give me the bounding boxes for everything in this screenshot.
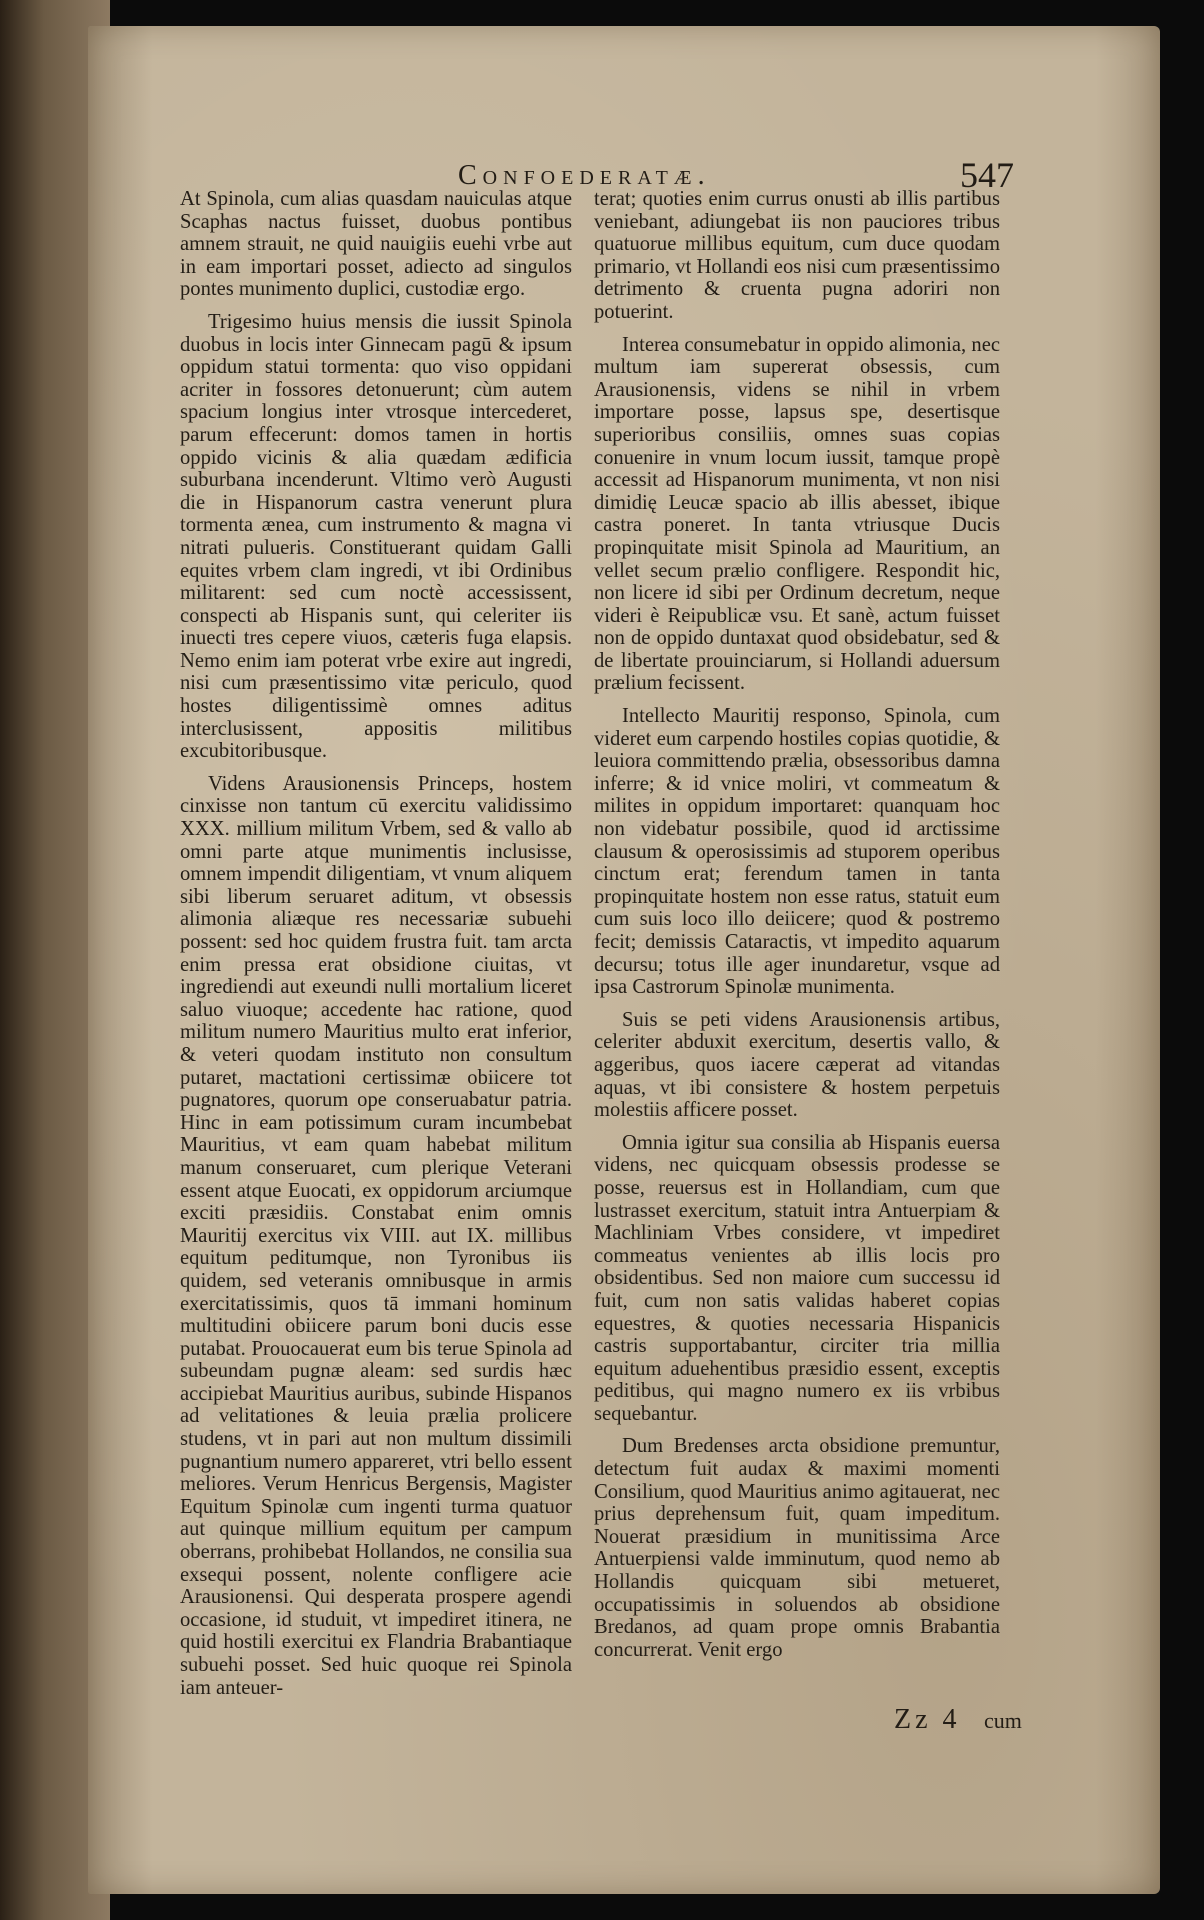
paragraph: Intellecto Mauritij responso, Spinola, cum videret eum carpendo hostiles copias quotidie, & leuiora committendo prælia, obsessoribus damna inferre; & id vnice moliri, vt commeatum & milites in oppidum importaret: quanquam hoc non videbatur possibile, quod id arctissime clausum & operosissimis ad stuporem operibus cinctum erat; ferendum tamen in tanta propinquitate hostem non esse ratus, statuit eum cum suis loco illo deiicere; quod & postremo fecit; demissis Cataractis, vt impedito aquarum decursu; totus ille ager inundaretur, vsque ad ipsa Castrorum Spinolæ munimenta. (594, 705, 1000, 999)
signature-mark: Zz 4 (894, 1704, 961, 1735)
paragraph: Omnia igitur sua consilia ab Hispanis euersa videns, nec quicquam obsessis prodesse se posse, reuersus est in Hollandiam, cum que lustrasset exercitum, statuit intra Antuerpiam & Machliniam Vrbes considere, vt impediret commeatus venientes ab illis locis pro obsidentibus. Sed non maiore cum successu id fuit, cum non satis validas haberet copias equestres, & quoties necessaria Hispanicis castris supportabantur, circiter tria millia equitum aduehentibus præsidio essent, exceptis peditibus, qui magno numero ex iis vrbibus sequebantur. (594, 1131, 1000, 1425)
paragraph: At Spinola, cum alias quasdam nauiculas atque Scaphas nactus fuisset, duobus pontibus amnem strauit, ne quid nauigiis euehi vrbe aut in eam importari posset, adiecto ad singulos pontes munimento duplici, custodiæ ergo. (180, 188, 572, 301)
paragraph: terat; quoties enim currus onusti ab illis partibus veniebant, adiungebat iis non pauciores tribus quatuorue millibus equitum, cum duce quodam primario, vt Hollandi eos nisi cum præsentissimo detrimento & cruenta pugna adoriri non potuerint. (594, 188, 1000, 323)
right-column (594, 188, 1000, 1671)
book-page (88, 26, 1160, 1894)
paragraph: Dum Bredenses arcta obsidione premuntur, detectum fuit audax & maximi momenti Consilium, quod Mauritius animo agitauerat, nec prius deprehensum fuit, quam impeditum. Nouerat præsidium in munitissima Arce Antuerpiensi valde imminutum, quod nemo ab Hollandis quicquam sibi metueret, occupatissimis in soluendos ab obsidione Bredanos, ad quam prope omnis Brabantia concurrerat. Venit ergo (594, 1435, 1000, 1661)
left-column (180, 188, 572, 1709)
page-header (88, 136, 1160, 196)
running-title: Confoederatæ. (458, 160, 711, 191)
catchword: cum (984, 1708, 1022, 1733)
paragraph: Videns Arausionensis Princeps, hostem cinxisse non tantum cū exercitu validissimo XXX. millium militum Vrbem, sed & vallo ab omni parte atque munimentis inclusisse, omnem impendit diligentiam, vt vnum aliquem sibi liberum seruaret aditum, vt obsessis alimonia aliæque res necessariæ subuehi possent: sed hoc quidem frustra fuit. tam arcta enim pressa erat obsidione ciuitas, vt ingrediendi aut exeundi nulli mortalium liceret saluo viuoque; accedente hac ratione, quod militum numero Mauritius multo erat inferior, & veteri quodam instituto non consultum putaret, mactationi certissimæ obiicere tot pugnatores, quorum ope conseruabatur patria. Hinc in eam potissimum curam incumbebat Mauritius, vt eam quam habebat militum manum conseruaret, cum plerique Veterani essent atque Euocati, ex oppidorum arciumque exciti præsidiis. Constabat enim omnis Mauritij exercitus vix VIII. aut IX. millibus equitum peditumque, non Tyronibus iis quidem, sed veteranis omnibusque in armis exercitatissimis, quos tā immani hominum multitudini obiicere parum boni ducis esse putabat. Prouocauerat eum bis terue Spinola ad subeundam pugnæ aleam: sed surdis hæc accipiebat Mauritius auribus, subinde Hispanos ad velitationes & leuia prælia prolicere studens, vt in pari aut non multum dissimili pugnantium numero appareret, vtri bello essent meliores. Verum Henricus Bergensis, Magister Equitum Spinolæ cum ingenti turma quatuor aut quinque millium equitum per campum oberrans, prohibebat Hollandos, ne consilia sua exsequi possent, nolente confligere acie Arausionensi. Qui desperata prospere agendi occasione, id studuit, vt impediret itinera, ne quid hostili exercitui ex Flandria Brabantiaque subuehi posset. Sed huic quoque rei Spinola iam anteuer- (180, 772, 572, 1699)
page-number: 547 (960, 155, 1014, 195)
paragraph: Trigesimo huius mensis die iussit Spinola duobus in locis inter Ginnecam pagū & ipsum oppidum statui tormenta: quo viso oppidani acriter in fossores detonuerunt; cùm autem spacium longius inter vtrosque intercederet, parum effecerunt: domos tamen in hortis oppido vicinis & alia quædam ædificia suburbana incenderunt. Vltimo verò Augusti die in Hispanorum castra venerunt plura tormenta ænea, cum instrumento & magna vi nitrati pulueris. Constituerant quidam Galli equites vrbem clam ingredi, vt ibi Ordinibus militarent: sed cum noctè accessissent, conspecti ab Hispanis sunt, qui celeriter iis inuecti tres cepere viuos, cæteris fuga elapsis. Nemo enim iam poterat vrbe exire aut ingredi, nisi cum præsentissimo vitæ periculo, quod hostes diligentissimè omnes aditus interclusissent, appositis militibus excubitoribusque. (180, 310, 572, 763)
paragraph: Interea consumebatur in oppido alimonia, nec multum iam supererat obsessis, cum Arausionensis, videns se nihil in vrbem importare posse, lapsus spe, desertisque superioribus consiliis, omnes suas copias conuenire in vnum locum iussit, tamque propè accessit ad Hispanorum munimenta, vt non nisi dimidię Leucæ spacio ab illis abesset, ibique castra poneret. In tanta vtriusque Ducis propinquitate misit Spinola ad Mauritium, an vellet secum prælio confligere. Respondit hic, non licere id sibi per Ordinum decretum, neque videri è Reipublicæ vsu. Et sanè, actum fuisset non de oppido duntaxat quod obsidebatur, sed & de libertate prouinciarum, si Hollandi aduersum prælium fecissent. (594, 333, 1000, 695)
paragraph: Suis se peti videns Arausionensis artibus, celeriter abduxit exercitum, desertis vallo, & aggeribus, quos iacere cæperat ad vitandas aquas, vt ibi consistere & hostem perpetuis molestiis afficere posset. (594, 1008, 1000, 1122)
